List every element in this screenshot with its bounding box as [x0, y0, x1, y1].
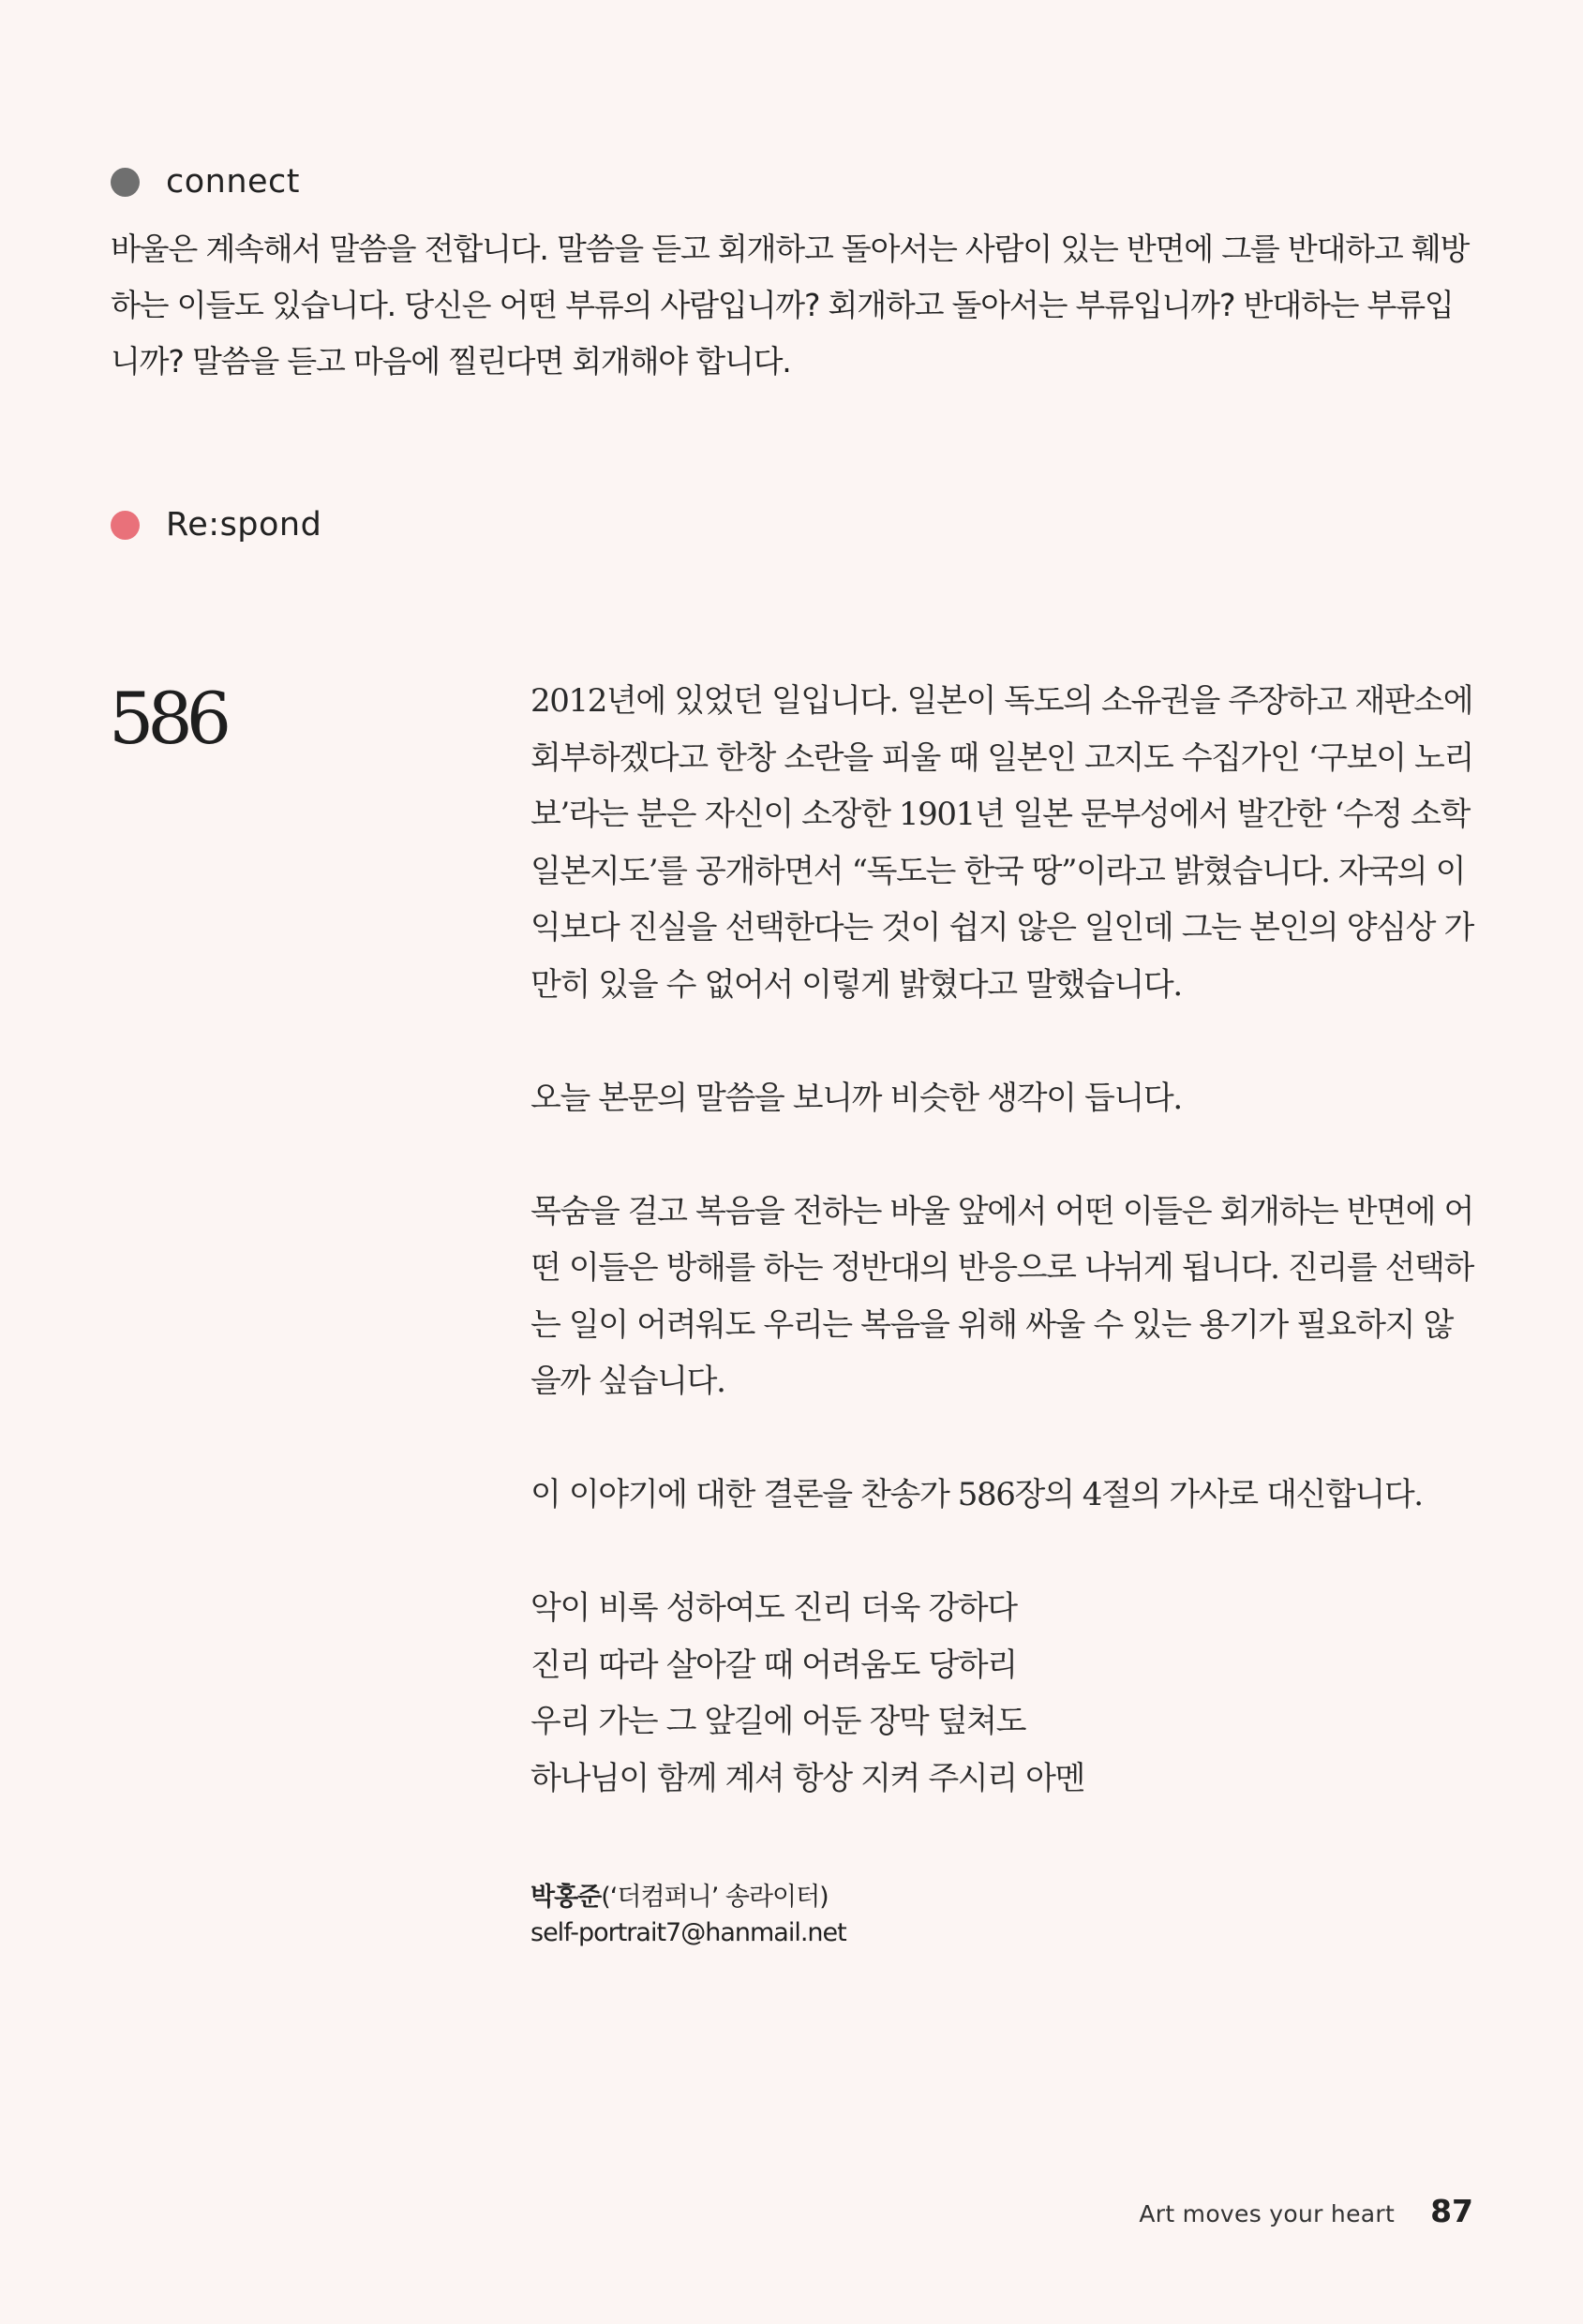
author-line — [530, 1880, 846, 1915]
respond-bullet-dot — [111, 511, 140, 540]
connect-bullet-dot — [111, 168, 140, 197]
respond-title: Re:spond — [166, 506, 322, 544]
connect-section-header — [111, 163, 300, 201]
respond-essay — [530, 673, 1479, 1807]
hymn-lyrics: 악이 비록 성하여도 진리 더욱 강하다 진리 따라 살아갈 때 어려움도 당하리 우리 가는 그 앞길에 어둔 장막 덮쳐도 하나님이 함께 계셔 항상 지켜 주시리 아멘 — [530, 1589, 1084, 1797]
essay-paragraph: 오늘 본문의 말씀을 보니까 비슷한 생각이 듭니다. — [530, 1079, 1182, 1117]
connect-body-text: 바울은 계속해서 말씀을 전합니다. 말씀을 듣고 회개하고 돌아서는 사람이 있는 반면에 그를 반대하고 훼방하는 이들도 있습니다. 당신은 어떤 부류의 사람입니까? 회개하고 돌아서는 부류입니까? 반대하는 부류입니까? 말씀을 듣고 마음에 찔린다면 회개해야 합니다. — [111, 231, 1470, 380]
author-email: self-portrait7@hanmail.net — [530, 1918, 846, 1947]
hymn-number: 586 — [109, 677, 226, 760]
page-footer — [1139, 2193, 1473, 2229]
essay-paragraph: 2012년에 있었던 일입니다. 일본이 독도의 소유권을 주장하고 재판소에 회부하겠다고 한창 소란을 피울 때 일본인 고지도 수집가인 ‘구보이 노리보’라는 분은 자신이 소장한 1901년 일본 문부성에서 발간한 ‘수정 소학일본지도’를 공개하면서 “독도는 한국 땅”이라고 밝혔습니다. 자국의 이익보다 진실을 선택한다는 것이 쉽지 않은 일인데 그는 본인의 양심상 가만히 있을 수 없어서 이렇게 밝혔다고 말했습니다. — [530, 682, 1473, 1004]
respond-section-header — [111, 506, 321, 544]
page-number: 87 — [1430, 2193, 1473, 2229]
essay-paragraph: 이 이야기에 대한 결론을 찬송가 586장의 4절의 가사로 대신합니다. — [530, 1476, 1423, 1513]
author-credit — [530, 1880, 846, 1951]
connect-title: connect — [166, 163, 301, 201]
essay-paragraph: 목숨을 걸고 복음을 전하는 바울 앞에서 어떤 이들은 회개하는 반면에 어떤 이들은 방해를 하는 정반대의 반응으로 나뉘게 됩니다. 진리를 선택하는 일이 어려워도 우리는 복음을 위해 싸울 수 있는 용기가 필요하지 않을까 싶습니다. — [530, 1192, 1473, 1400]
author-role: (‘더컴퍼니’ 송라이터) — [601, 1883, 829, 1912]
author-name: 박홍준 — [530, 1883, 602, 1912]
footer-tagline: Art moves your heart — [1139, 2200, 1396, 2227]
